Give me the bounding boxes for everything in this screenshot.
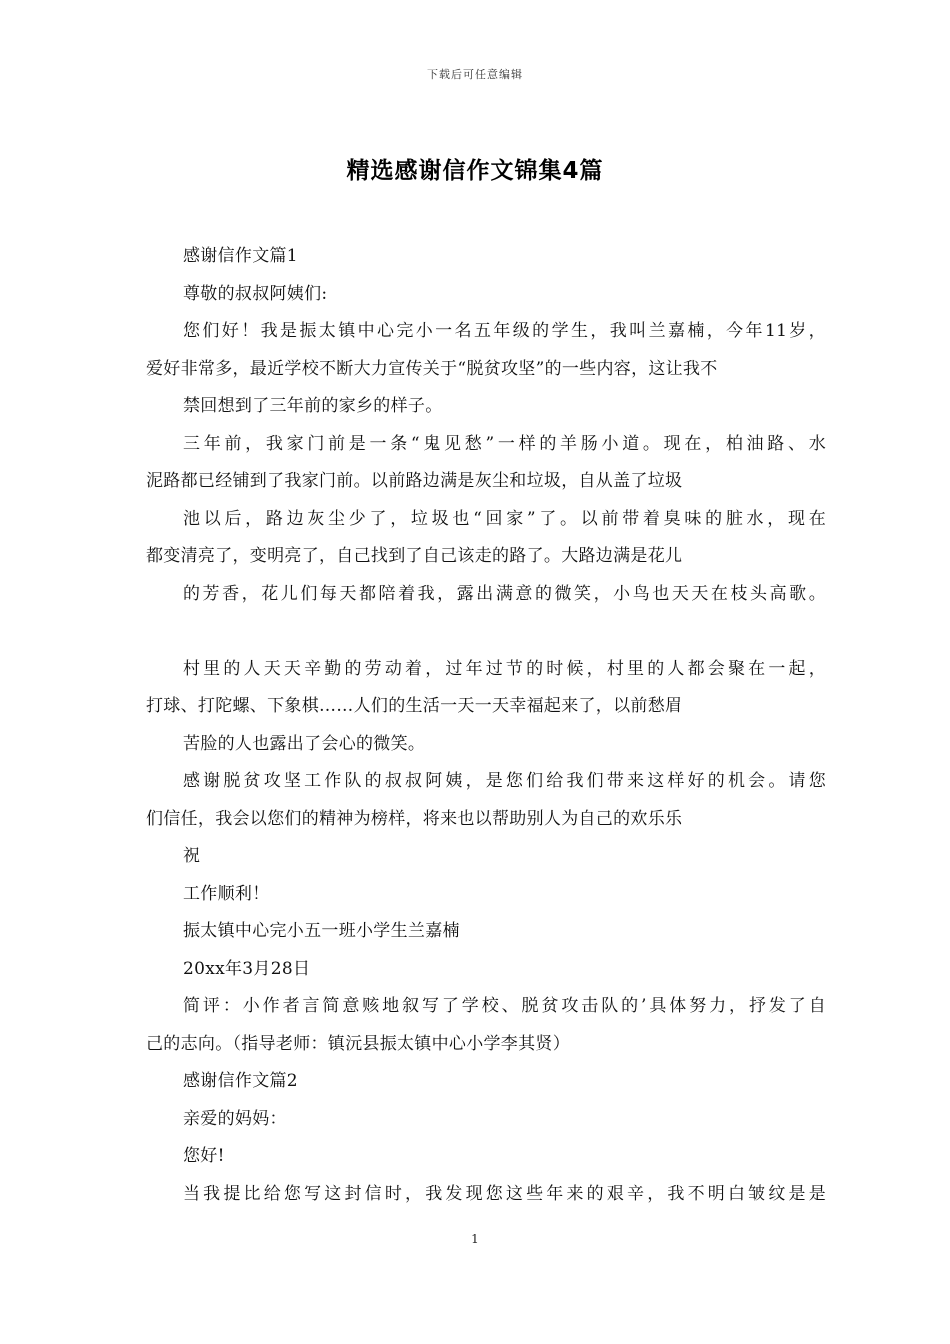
paragraph-line: 的芳香，花儿们每天都陪着我，露出满意的微笑，小鸟也天天在枝头高歌。 <box>183 583 826 604</box>
header-note: 下载后可任意编辑 <box>427 68 523 81</box>
paragraph-line: 打球、打陀螺、下象棋……人们的生活一天一天幸福起来了，以前愁眉 <box>146 696 683 716</box>
page-number: 1 <box>471 1232 479 1246</box>
paragraph-gap <box>146 613 826 651</box>
comment-line: 己的志向。（指导老师：镇沅县振太镇中心小学李其贤） <box>146 1033 570 1054</box>
greeting: 您好! <box>183 1146 225 1166</box>
document-title: 精选感谢信作文锦集4篇 <box>346 158 604 184</box>
salutation: 尊敬的叔叔阿姨们: <box>183 283 328 304</box>
paragraph-line: 禁回想到了三年前的家乡的样子。 <box>183 396 443 416</box>
paragraph-line: 三年前，我家门前是一条“鬼见愁”一样的羊肠小道。现在，柏油路、水 <box>183 433 826 454</box>
signature: 振太镇中心完小五一班小学生兰嘉楠 <box>183 921 460 941</box>
paragraph-line: 泥路都已经铺到了我家门前。以前路边满是灰尘和垃圾，自从盖了垃圾 <box>146 471 683 491</box>
paragraph-line: 们信任，我会以您们的精神为榜样，将来也以帮助别人为自己的欢乐乐 <box>146 808 683 829</box>
date: 20xx年3月28日 <box>183 958 311 979</box>
paragraph-line: 感谢脱贫攻坚工作队的叔叔阿姨，是您们给我们带来这样好的机会。请您 <box>183 771 826 791</box>
paragraph-line: 村里的人天天辛勤的劳动着，过年过节的时候，村里的人都会聚在一起， <box>183 658 826 679</box>
salutation: 亲爱的妈妈： <box>183 1108 287 1129</box>
paragraph-line: 爱好非常多，最近学校不断大力宣传关于“脱贫攻坚”的一些内容，这让我不 <box>146 358 718 379</box>
paragraph-line: 池以后，路边灰尘少了，垃圾也“回家”了。以前带着臭味的脏水，现在 <box>183 508 826 529</box>
section-heading-2: 感谢信作文篇2 <box>183 1071 298 1091</box>
document-body <box>146 238 826 1213</box>
section-heading-1: 感谢信作文篇1 <box>183 246 298 266</box>
paragraph-line: 当我提比给您写这封信时，我发现您这些年来的艰辛，我不明白皱纹是是 <box>183 1183 826 1204</box>
closing-wish: 工作顺利！ <box>183 883 270 904</box>
paragraph-line: 您们好！我是振太镇中心完小一名五年级的学生，我叫兰嘉楠，今年11岁， <box>183 321 826 341</box>
closing-wish: 祝 <box>183 846 201 866</box>
paragraph-line: 都变清亮了，变明亮了，自己找到了自己该走的路了。大路边满是花儿 <box>146 546 683 566</box>
paragraph-line: 苦脸的人也露出了会心的微笑。 <box>183 733 426 754</box>
comment-line: 简评：小作者言简意赅地叙写了学校、脱贫攻击队的’具体努力，抒发了自 <box>183 996 826 1016</box>
